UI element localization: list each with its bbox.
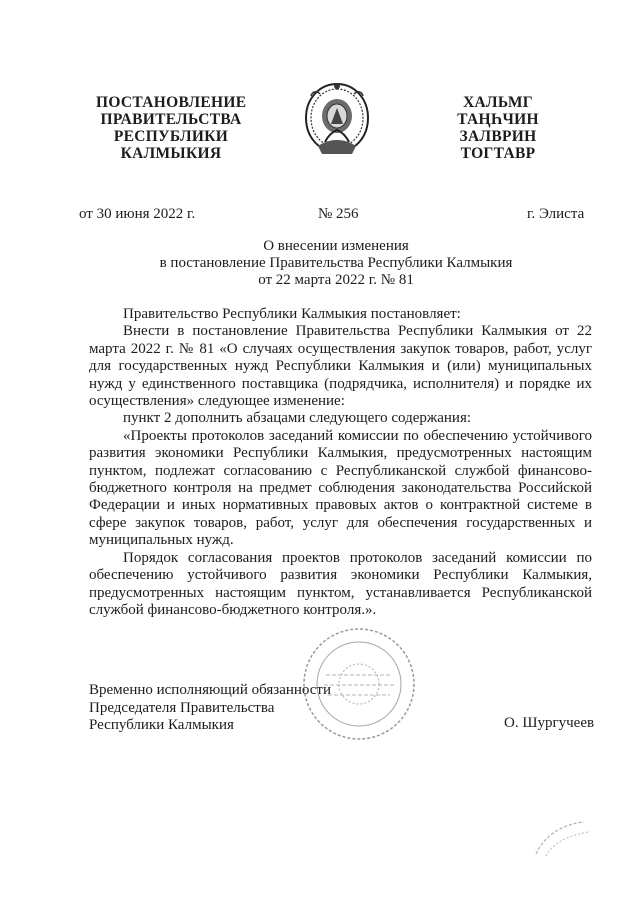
document-body: [89, 306, 592, 619]
signatory-name: О. Шургучеев: [504, 715, 595, 731]
signatory-position: [89, 682, 331, 735]
document-city: г. Элиста: [527, 206, 585, 222]
header-left-line: КАЛМЫКИЯ: [120, 145, 222, 162]
signatory-line: Председателя Правительства: [89, 699, 275, 716]
body-paragraph: Внести в постановление Правительства Республики Калмыкия от 22 марта 2022 г. № 81 «О случаях осуществления закупок товаров, работ, услуг для государственных нужд Республики Калмыкия и (или) муниципальных нужд у единственного поставщика (подрядчика, исполнителя) и порядке их осуществления» следующее изменение:: [89, 323, 592, 410]
header-left-line: ПОСТАНОВЛЕНИЕ: [96, 94, 247, 111]
header-left-line: ПРАВИТЕЛЬСТВА: [100, 111, 242, 128]
body-paragraph: «Проекты протоколов заседаний комиссии по обеспечению устойчивого развития экономики Республики Калмыкия, предусмотренных настоящим пунктом, подлежат согласованию с Республиканской службой финансово-бюджетного контроля на предмет соблюдения законодательства Российской Федерации и иных нормативных правовых актов о контрактной системе в сфере закупок товаров, работ, услуг для обеспечения государственных и муниципальных нужд.: [89, 427, 592, 549]
document-date: от 30 июня 2022 г.: [79, 206, 196, 222]
header-right-line: ЗАЛВРИН: [459, 128, 537, 145]
header-title-russian: [96, 94, 246, 162]
document-title: [80, 238, 592, 289]
title-line: в постановление Правительства Республики Калмыкия: [159, 255, 513, 271]
body-paragraph: пункт 2 дополнить абзацами следующего содержания:: [123, 410, 472, 427]
title-line: О внесении изменения: [263, 238, 409, 254]
header-right-line: ТАҢҺЧИН: [457, 111, 539, 128]
title-line: от 22 марта 2022 г. № 81: [258, 272, 414, 288]
signatory-line: Республики Калмыкия: [89, 717, 234, 733]
header-left-line: РЕСПУБЛИКИ: [113, 128, 229, 145]
header-title-kalmyk: [455, 94, 541, 162]
body-paragraph: Правительство Республики Калмыкия постановляет:: [123, 306, 461, 322]
signatory-line: Временно исполняющий обязанности: [89, 682, 332, 698]
header-right-line: ТОГТАВР: [460, 145, 536, 162]
document-number: № 256: [318, 206, 359, 222]
body-paragraph: Порядок согласования проектов протоколов заседаний комиссии по обеспечению устойчивого развития экономики Республики Калмыкия, предусмотренных настоящим пунктом, устанавливается Республиканской службой финансово-бюджетного контроля.».: [89, 549, 592, 618]
coat-of-arms-emblem: [298, 80, 376, 164]
corner-stamp-mark-icon: [532, 818, 602, 858]
header-right-line: ХАЛЬМГ: [463, 94, 533, 111]
